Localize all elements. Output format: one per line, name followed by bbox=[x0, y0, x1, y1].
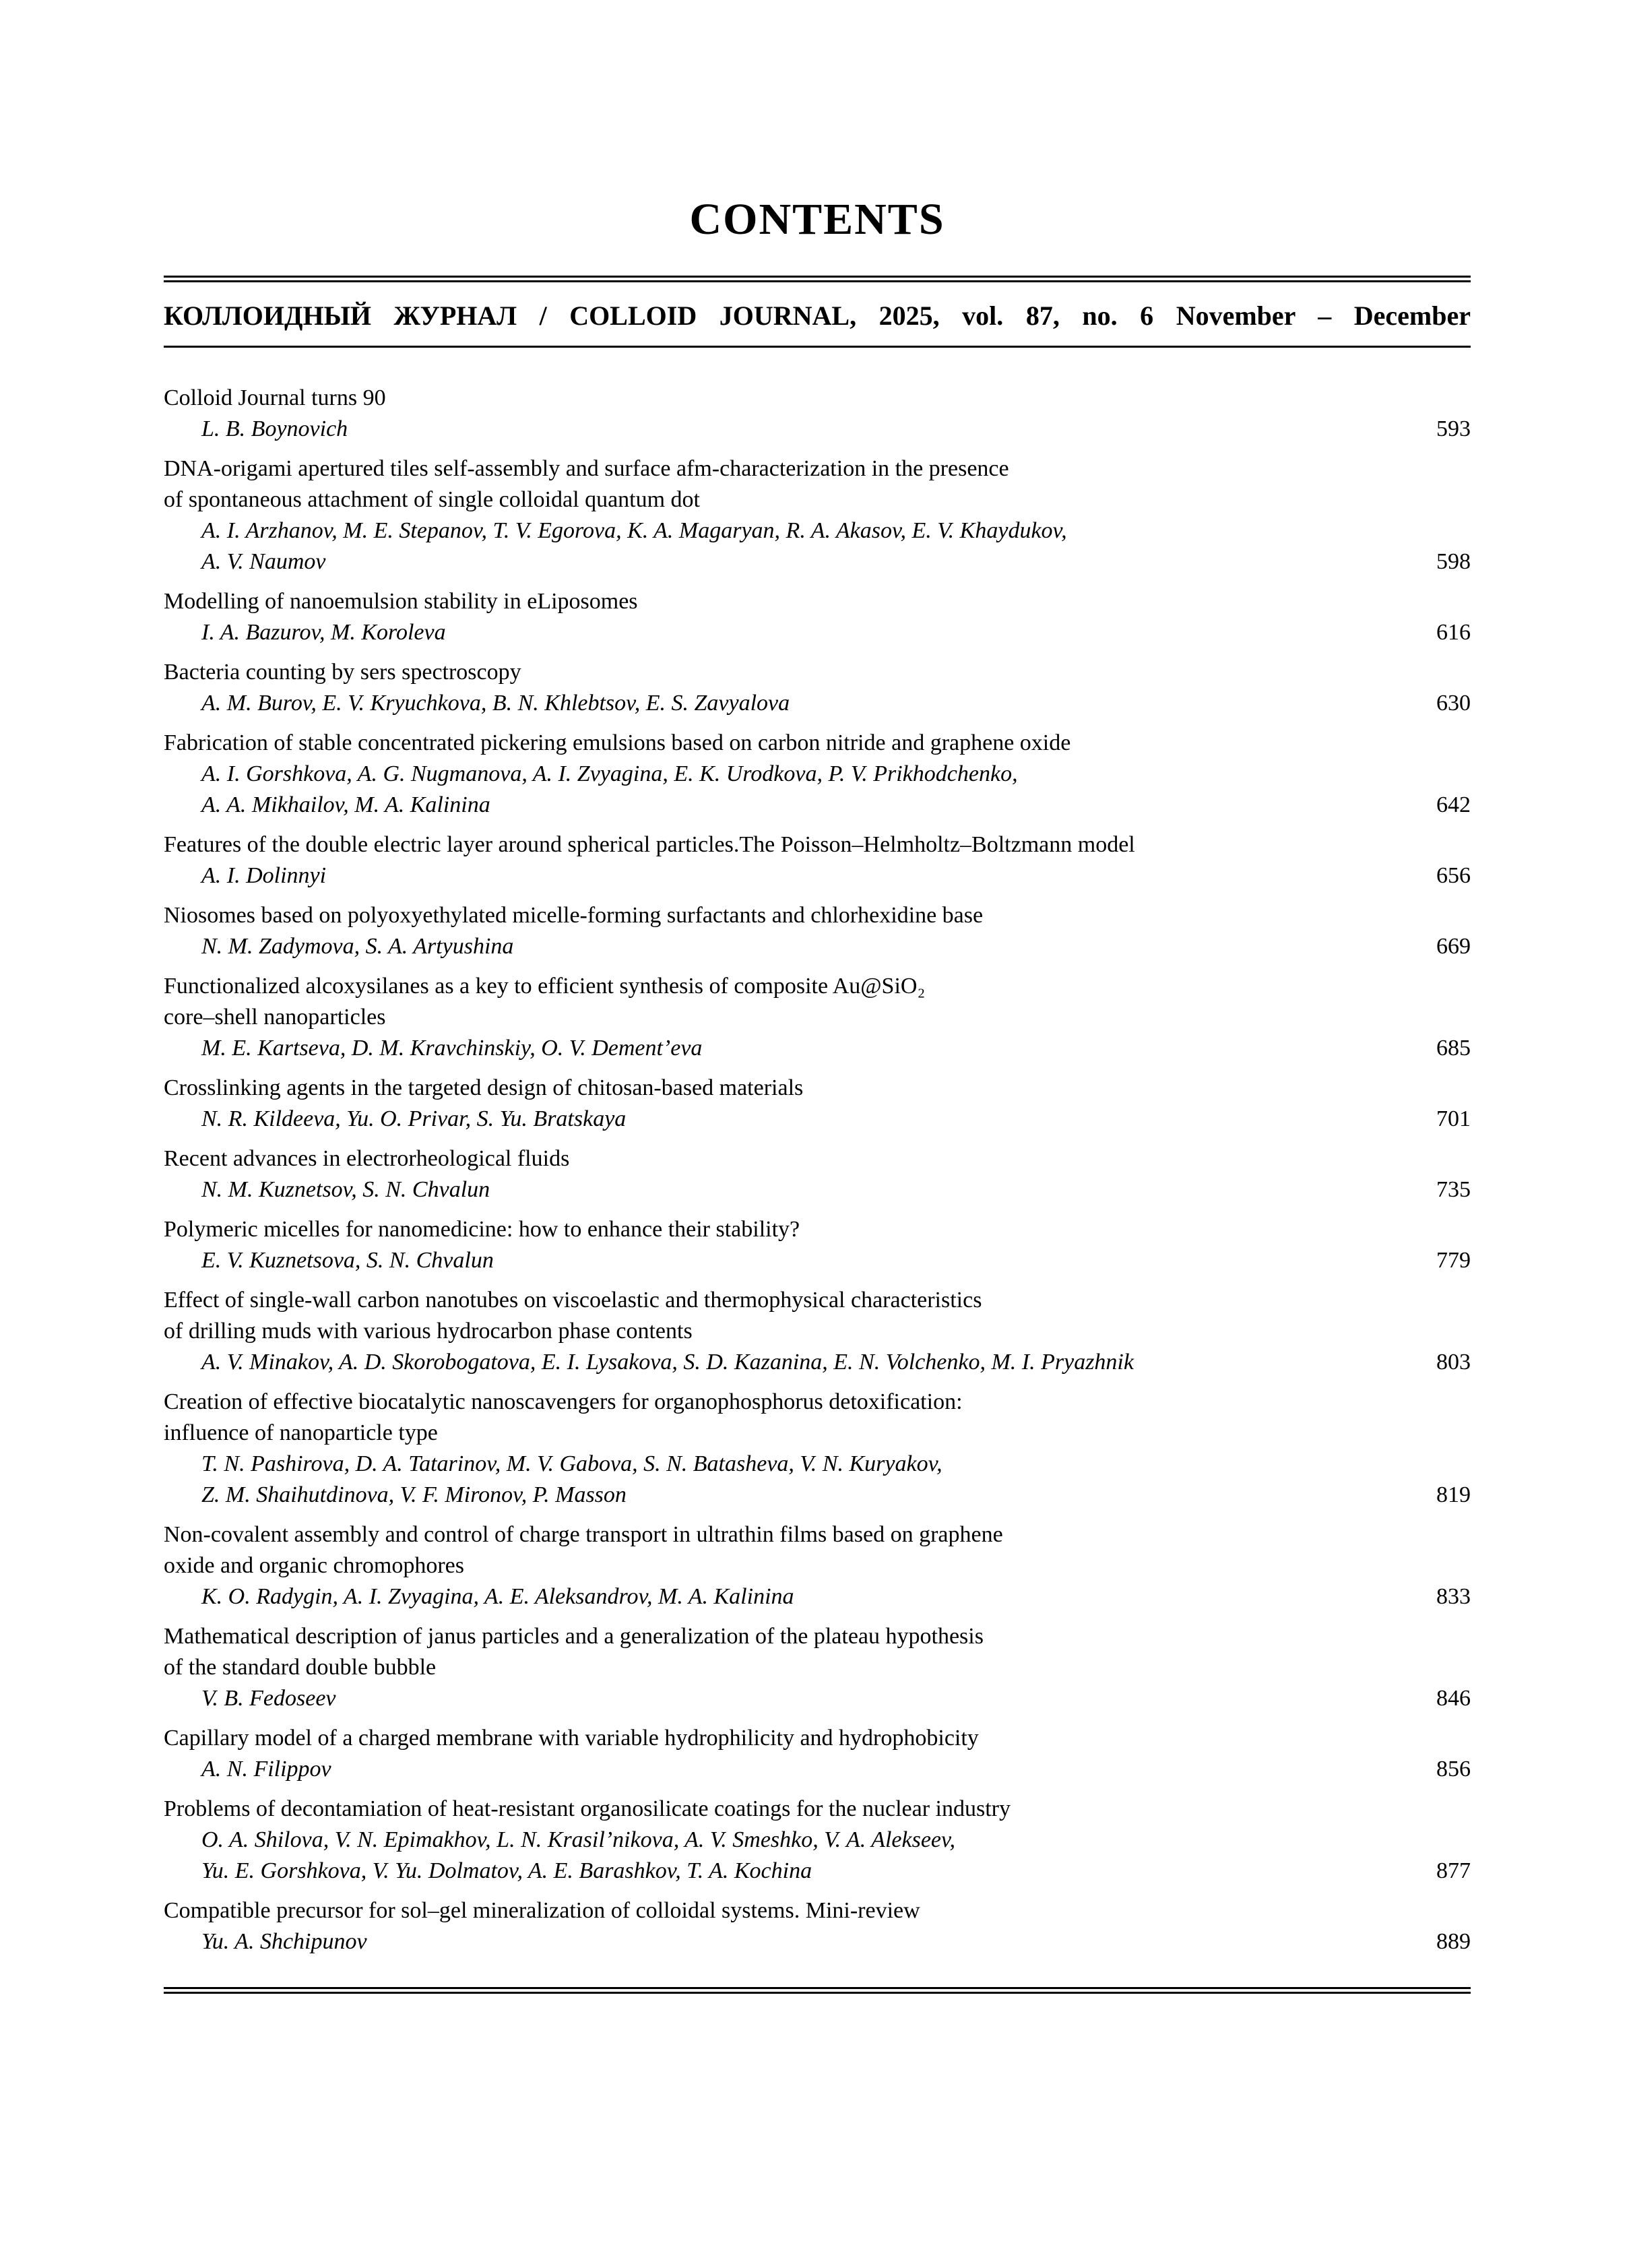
entry-last-row bbox=[164, 1754, 1471, 1785]
entry-authors-line: O. A. Shilova, V. N. Epimakhov, L. N. Krasil’nikova, A. V. Smeshko, V. A. Alekseev, bbox=[201, 1827, 956, 1852]
entry-last-row bbox=[164, 414, 1471, 445]
entry-authors: Z. M. Shaihutdinova, V. F. Mironov, P. Masson bbox=[201, 1482, 627, 1507]
entry-last-row bbox=[164, 617, 1471, 648]
entry-title-line: Recent advances in electrorheological fluids bbox=[164, 1145, 570, 1171]
entry-authors-line: A. I. Arzhanov, M. E. Stepanov, T. V. Egorova, K. A. Magaryan, R. A. Akasov, E. V. Khaydukov, bbox=[201, 517, 1067, 543]
double-rule-top bbox=[164, 276, 1471, 282]
entry-title-line: influence of nanoparticle type bbox=[164, 1420, 438, 1445]
page-title: CONTENTS bbox=[689, 195, 945, 244]
entry-page-number: 779 bbox=[1436, 1247, 1471, 1273]
entry-authors: A. V. Naumov bbox=[201, 548, 326, 574]
entry-title-line: oxide and organic chromophores bbox=[164, 1552, 464, 1578]
entry-page-number: 593 bbox=[1436, 416, 1471, 441]
entry-last-row bbox=[164, 1683, 1471, 1714]
entry-last-row bbox=[164, 1856, 1471, 1887]
entry-page-number: 856 bbox=[1436, 1756, 1471, 1782]
entry-last-row bbox=[164, 1245, 1471, 1276]
entry-page-number: 735 bbox=[1436, 1176, 1471, 1202]
entry-page-number: 656 bbox=[1436, 862, 1471, 888]
entry-title-line: Mathematical description of janus particles and a generalization of the plateau hypothesis bbox=[164, 1623, 984, 1649]
toc-entry bbox=[164, 1214, 1471, 1276]
entry-title-line: Problems of decontamiation of heat-resistant organosilicate coatings for the nuclear industry bbox=[164, 1796, 1011, 1821]
entry-page-number: 877 bbox=[1436, 1858, 1471, 1883]
entry-title-line: core–shell nanoparticles bbox=[164, 1004, 386, 1030]
entry-title-line: Effect of single-wall carbon nanotubes on viscoelastic and thermophysical characteristics bbox=[164, 1287, 982, 1313]
entry-title-line: Features of the double electric layer around spherical particles.The Poisson–Helmholtz–Boltzmann model bbox=[164, 831, 1135, 857]
entry-title-line: Fabrication of stable concentrated pickering emulsions based on carbon nitride and graphene oxide bbox=[164, 730, 1071, 755]
entry-title-line: Compatible precursor for sol–gel mineralization of colloidal systems. Mini-review bbox=[164, 1897, 920, 1923]
toc-entry bbox=[164, 1285, 1471, 1378]
toc-list bbox=[164, 348, 1471, 1957]
toc-entry bbox=[164, 1794, 1471, 1887]
entry-page-number: 833 bbox=[1436, 1583, 1471, 1609]
toc-entry bbox=[164, 829, 1471, 891]
toc-entry bbox=[164, 900, 1471, 962]
toc-entry bbox=[164, 453, 1471, 577]
entry-authors: K. O. Radygin, A. I. Zvyagina, A. E. Aleksandrov, M. A. Kalinina bbox=[201, 1583, 794, 1609]
entry-page-number: 630 bbox=[1436, 690, 1471, 716]
toc-entry bbox=[164, 1073, 1471, 1135]
entry-authors: I. A. Bazurov, M. Koroleva bbox=[201, 619, 446, 645]
entry-authors: N. M. Kuznetsov, S. N. Chvalun bbox=[201, 1176, 490, 1202]
entry-last-row bbox=[164, 790, 1471, 821]
entry-page-number: 846 bbox=[1436, 1685, 1471, 1711]
entry-authors: A. N. Filippov bbox=[201, 1756, 331, 1782]
entry-page-number: 819 bbox=[1436, 1482, 1471, 1507]
entry-authors: N. M. Zadymova, S. A. Artyushina bbox=[201, 933, 514, 959]
entry-authors: A. M. Burov, E. V. Kryuchkova, B. N. Khlebtsov, E. S. Zavyalova bbox=[201, 690, 790, 716]
entry-title-line: Creation of effective biocatalytic nanoscavengers for organophosphorus detoxification: bbox=[164, 1389, 963, 1414]
entry-authors: A. I. Dolinnyi bbox=[201, 862, 327, 888]
entry-page-number: 803 bbox=[1436, 1349, 1471, 1375]
entry-title-line: Functionalized alcoxysilanes as a key to efficient synthesis of composite Au@SiO₂ bbox=[164, 973, 926, 999]
entry-title-line: Modelling of nanoemulsion stability in eLiposomes bbox=[164, 588, 638, 614]
journal-header: КОЛЛОИДНЫЙ ЖУРНАЛ / COLLOID JOURNAL, 2025, vol. 87, no. 6 November – December bbox=[164, 300, 1471, 331]
entry-authors: V. B. Fedoseev bbox=[201, 1685, 336, 1711]
bottom-rule-wrap bbox=[164, 1987, 1471, 1994]
entry-authors: Yu. A. Shchipunov bbox=[201, 1928, 367, 1954]
entry-last-row bbox=[164, 546, 1471, 577]
toc-entry bbox=[164, 657, 1471, 719]
entry-authors: M. E. Kartseva, D. M. Kravchinskiy, O. V. Dement’eva bbox=[201, 1035, 703, 1061]
entry-last-row bbox=[164, 1174, 1471, 1205]
entry-last-row bbox=[164, 1347, 1471, 1378]
toc-entry bbox=[164, 1519, 1471, 1612]
toc-entry bbox=[164, 1723, 1471, 1785]
entry-authors-line: A. I. Gorshkova, A. G. Nugmanova, A. I. Zvyagina, E. K. Urodkova, P. V. Prikhodchenko, bbox=[201, 761, 1018, 786]
entry-title-line: Non-covalent assembly and control of charge transport in ultrathin films based on graphene bbox=[164, 1521, 1003, 1547]
entry-title-line: of spontaneous attachment of single colloidal quantum dot bbox=[164, 486, 700, 512]
entry-page-number: 642 bbox=[1436, 792, 1471, 817]
toc-entry bbox=[164, 383, 1471, 445]
entry-last-row bbox=[164, 1581, 1471, 1612]
entry-title-line: Bacteria counting by sers spectroscopy bbox=[164, 659, 521, 685]
entry-last-row bbox=[164, 1104, 1471, 1135]
double-rule-bottom bbox=[164, 1987, 1471, 1994]
entry-last-row bbox=[164, 1926, 1471, 1957]
entry-page-number: 685 bbox=[1436, 1035, 1471, 1061]
entry-title-line: of drilling muds with various hydrocarbon phase contents bbox=[164, 1318, 693, 1344]
entry-last-row bbox=[164, 688, 1471, 719]
entry-title-line: Crosslinking agents in the targeted design of chitosan-based materials bbox=[164, 1075, 804, 1100]
entry-authors-line: T. N. Pashirova, D. A. Tatarinov, M. V. Gabova, S. N. Batasheva, V. N. Kuryakov, bbox=[201, 1451, 942, 1476]
entry-page-number: 669 bbox=[1436, 933, 1471, 959]
entry-title-line: of the standard double bubble bbox=[164, 1654, 437, 1680]
entry-title-line: Polymeric micelles for nanomedicine: how to enhance their stability? bbox=[164, 1216, 800, 1242]
entry-last-row bbox=[164, 1033, 1471, 1064]
entry-last-row bbox=[164, 931, 1471, 962]
entry-last-row bbox=[164, 860, 1471, 891]
entry-title-line: DNA-origami apertured tiles self-assembly and surface afm-characterization in the presence bbox=[164, 455, 1009, 481]
toc-entry bbox=[164, 1895, 1471, 1957]
entry-page-number: 889 bbox=[1436, 1928, 1471, 1954]
entry-title-line: Capillary model of a charged membrane with variable hydrophilicity and hydrophobicity bbox=[164, 1725, 979, 1751]
entry-page-number: 598 bbox=[1436, 548, 1471, 574]
toc-entry bbox=[164, 728, 1471, 821]
toc-entry bbox=[164, 1143, 1471, 1205]
entry-authors: A. A. Mikhailov, M. A. Kalinina bbox=[201, 792, 490, 817]
entry-authors: L. B. Boynovich bbox=[201, 416, 348, 441]
toc-entry bbox=[164, 1387, 1471, 1511]
entry-authors: N. R. Kildeeva, Yu. O. Privar, S. Yu. Bratskaya bbox=[201, 1106, 627, 1131]
entry-title-line: Colloid Journal turns 90 bbox=[164, 385, 386, 410]
toc-entry bbox=[164, 971, 1471, 1064]
entry-authors: E. V. Kuznetsova, S. N. Chvalun bbox=[201, 1247, 494, 1273]
toc-entry bbox=[164, 586, 1471, 648]
entry-page-number: 616 bbox=[1436, 619, 1471, 645]
entry-last-row bbox=[164, 1480, 1471, 1511]
entry-authors: Yu. E. Gorshkova, V. Yu. Dolmatov, A. E. Barashkov, T. A. Kochina bbox=[201, 1858, 812, 1883]
toc-entry bbox=[164, 1621, 1471, 1714]
entry-authors: A. V. Minakov, A. D. Skorobogatova, E. I. Lysakova, S. D. Kazanina, E. N. Volchenko, M. I. Pryazhnik bbox=[201, 1349, 1134, 1375]
entry-page-number: 701 bbox=[1436, 1106, 1471, 1131]
entry-title-line: Niosomes based on polyoxyethylated micelle-forming surfactants and chlorhexidine base bbox=[164, 902, 984, 928]
